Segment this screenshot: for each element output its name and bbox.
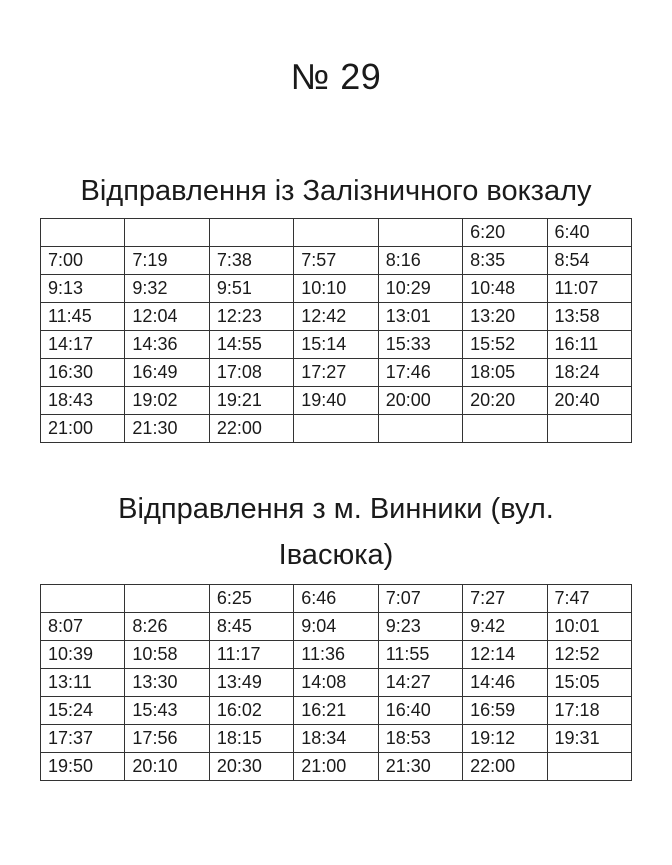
- departure-time-cell: 17:18: [547, 697, 631, 725]
- departure-time-cell: 10:29: [378, 275, 462, 303]
- departure-time-cell: 14:55: [209, 331, 293, 359]
- departure-time-cell: 21:00: [294, 753, 378, 781]
- departure-time-cell: 13:01: [378, 303, 462, 331]
- schedule-table-railway-station: [40, 218, 632, 443]
- departure-time-cell: 15:14: [294, 331, 378, 359]
- departure-time-cell: 15:05: [547, 669, 631, 697]
- departure-time-cell: 9:23: [378, 613, 462, 641]
- departure-time-cell: 7:38: [209, 247, 293, 275]
- departure-time-cell: 7:47: [547, 585, 631, 613]
- table-row: [41, 415, 632, 443]
- departure-time-cell: 20:00: [378, 387, 462, 415]
- departure-time-cell: 18:53: [378, 725, 462, 753]
- section-heading-vynnyky-line2: Івасюка): [278, 539, 394, 571]
- departure-time-cell: 14:36: [125, 331, 209, 359]
- departure-time-cell: 6:46: [294, 585, 378, 613]
- departure-time-cell: [463, 415, 547, 443]
- table-row: [41, 641, 632, 669]
- departure-time-cell: 19:40: [294, 387, 378, 415]
- departure-time-cell: 10:01: [547, 613, 631, 641]
- departure-time-cell: 13:58: [547, 303, 631, 331]
- departure-time-cell: [378, 219, 462, 247]
- departure-time-cell: 18:43: [41, 387, 125, 415]
- departure-time-cell: 10:39: [41, 641, 125, 669]
- schedule-table-vynnyky: [40, 584, 632, 781]
- departure-time-cell: 12:14: [463, 641, 547, 669]
- departure-time-cell: 17:37: [41, 725, 125, 753]
- departure-time-cell: 15:52: [463, 331, 547, 359]
- departure-time-cell: 12:04: [125, 303, 209, 331]
- departure-time-cell: 9:13: [41, 275, 125, 303]
- table-row: [41, 219, 632, 247]
- departure-time-cell: 11:36: [294, 641, 378, 669]
- departure-time-cell: 20:40: [547, 387, 631, 415]
- departure-time-cell: 8:07: [41, 613, 125, 641]
- departure-time-cell: 6:20: [463, 219, 547, 247]
- departure-time-cell: 20:30: [209, 753, 293, 781]
- table-row: [41, 585, 632, 613]
- departure-time-cell: [294, 219, 378, 247]
- departure-time-cell: 19:31: [547, 725, 631, 753]
- table-row: [41, 725, 632, 753]
- departure-time-cell: 16:11: [547, 331, 631, 359]
- table-row: [41, 303, 632, 331]
- table-row: [41, 387, 632, 415]
- departure-time-cell: 7:27: [463, 585, 547, 613]
- departure-time-cell: 7:19: [125, 247, 209, 275]
- departure-time-cell: [378, 415, 462, 443]
- departure-time-cell: 15:33: [378, 331, 462, 359]
- section-heading-vynnyky: [0, 486, 672, 578]
- departure-time-cell: 10:48: [463, 275, 547, 303]
- departure-time-cell: 8:54: [547, 247, 631, 275]
- route-number-title: № 29: [290, 56, 382, 97]
- table-row: [41, 359, 632, 387]
- departure-time-cell: 12:42: [294, 303, 378, 331]
- departure-time-cell: [294, 415, 378, 443]
- table-row: [41, 753, 632, 781]
- departure-time-cell: 13:20: [463, 303, 547, 331]
- departure-time-cell: 17:56: [125, 725, 209, 753]
- departure-time-cell: 11:55: [378, 641, 462, 669]
- departure-time-cell: 10:58: [125, 641, 209, 669]
- departure-time-cell: [125, 219, 209, 247]
- departure-time-cell: 18:34: [294, 725, 378, 753]
- departure-time-cell: 17:27: [294, 359, 378, 387]
- departure-time-cell: 13:11: [41, 669, 125, 697]
- departure-time-cell: 18:24: [547, 359, 631, 387]
- departure-time-cell: 14:17: [41, 331, 125, 359]
- departure-time-cell: 8:35: [463, 247, 547, 275]
- departure-time-cell: 21:30: [378, 753, 462, 781]
- table-row: [41, 669, 632, 697]
- departure-time-cell: 9:04: [294, 613, 378, 641]
- departure-time-cell: 22:00: [209, 415, 293, 443]
- departure-time-cell: 19:12: [463, 725, 547, 753]
- departure-time-cell: 17:08: [209, 359, 293, 387]
- section-heading-vynnyky-line1: Відправлення з м. Винники (вул.: [118, 493, 554, 525]
- departure-time-cell: 14:27: [378, 669, 462, 697]
- departure-time-cell: 19:50: [41, 753, 125, 781]
- departure-time-cell: 11:07: [547, 275, 631, 303]
- table-row: [41, 275, 632, 303]
- departure-time-cell: 14:08: [294, 669, 378, 697]
- departure-time-cell: 21:00: [41, 415, 125, 443]
- departure-time-cell: [547, 753, 631, 781]
- departure-time-cell: 17:46: [378, 359, 462, 387]
- departure-time-cell: 16:02: [209, 697, 293, 725]
- departure-time-cell: 22:00: [463, 753, 547, 781]
- departure-time-cell: 19:02: [125, 387, 209, 415]
- departure-time-cell: [41, 219, 125, 247]
- departure-time-cell: 8:45: [209, 613, 293, 641]
- departure-time-cell: 16:40: [378, 697, 462, 725]
- departure-time-cell: 15:43: [125, 697, 209, 725]
- departure-time-cell: 16:49: [125, 359, 209, 387]
- departure-time-cell: 9:42: [463, 613, 547, 641]
- departure-time-cell: 18:15: [209, 725, 293, 753]
- departure-time-cell: [209, 219, 293, 247]
- table-row: [41, 697, 632, 725]
- table-row: [41, 331, 632, 359]
- departure-time-cell: 8:26: [125, 613, 209, 641]
- departure-time-cell: 20:20: [463, 387, 547, 415]
- departure-time-cell: 16:30: [41, 359, 125, 387]
- departure-time-cell: 7:00: [41, 247, 125, 275]
- departure-time-cell: 11:45: [41, 303, 125, 331]
- departure-time-cell: 16:59: [463, 697, 547, 725]
- departure-time-cell: 16:21: [294, 697, 378, 725]
- departure-time-cell: 9:51: [209, 275, 293, 303]
- departure-time-cell: 7:57: [294, 247, 378, 275]
- departure-time-cell: 13:30: [125, 669, 209, 697]
- departure-time-cell: 9:32: [125, 275, 209, 303]
- departure-time-cell: 11:17: [209, 641, 293, 669]
- departure-time-cell: 15:24: [41, 697, 125, 725]
- departure-time-cell: 6:40: [547, 219, 631, 247]
- departure-time-cell: [547, 415, 631, 443]
- departure-time-cell: 21:30: [125, 415, 209, 443]
- departure-time-cell: 7:07: [378, 585, 462, 613]
- departure-time-cell: 19:21: [209, 387, 293, 415]
- departure-time-cell: 6:25: [209, 585, 293, 613]
- departure-time-cell: [41, 585, 125, 613]
- departure-time-cell: 13:49: [209, 669, 293, 697]
- departure-time-cell: 12:52: [547, 641, 631, 669]
- table-row: [41, 247, 632, 275]
- section-heading-railway-station: Відправлення із Залізничного вокзалу: [80, 175, 592, 207]
- departure-time-cell: 14:46: [463, 669, 547, 697]
- departure-time-cell: 20:10: [125, 753, 209, 781]
- departure-time-cell: 8:16: [378, 247, 462, 275]
- departure-time-cell: 18:05: [463, 359, 547, 387]
- departure-time-cell: 12:23: [209, 303, 293, 331]
- departure-time-cell: 10:10: [294, 275, 378, 303]
- table-row: [41, 613, 632, 641]
- departure-time-cell: [125, 585, 209, 613]
